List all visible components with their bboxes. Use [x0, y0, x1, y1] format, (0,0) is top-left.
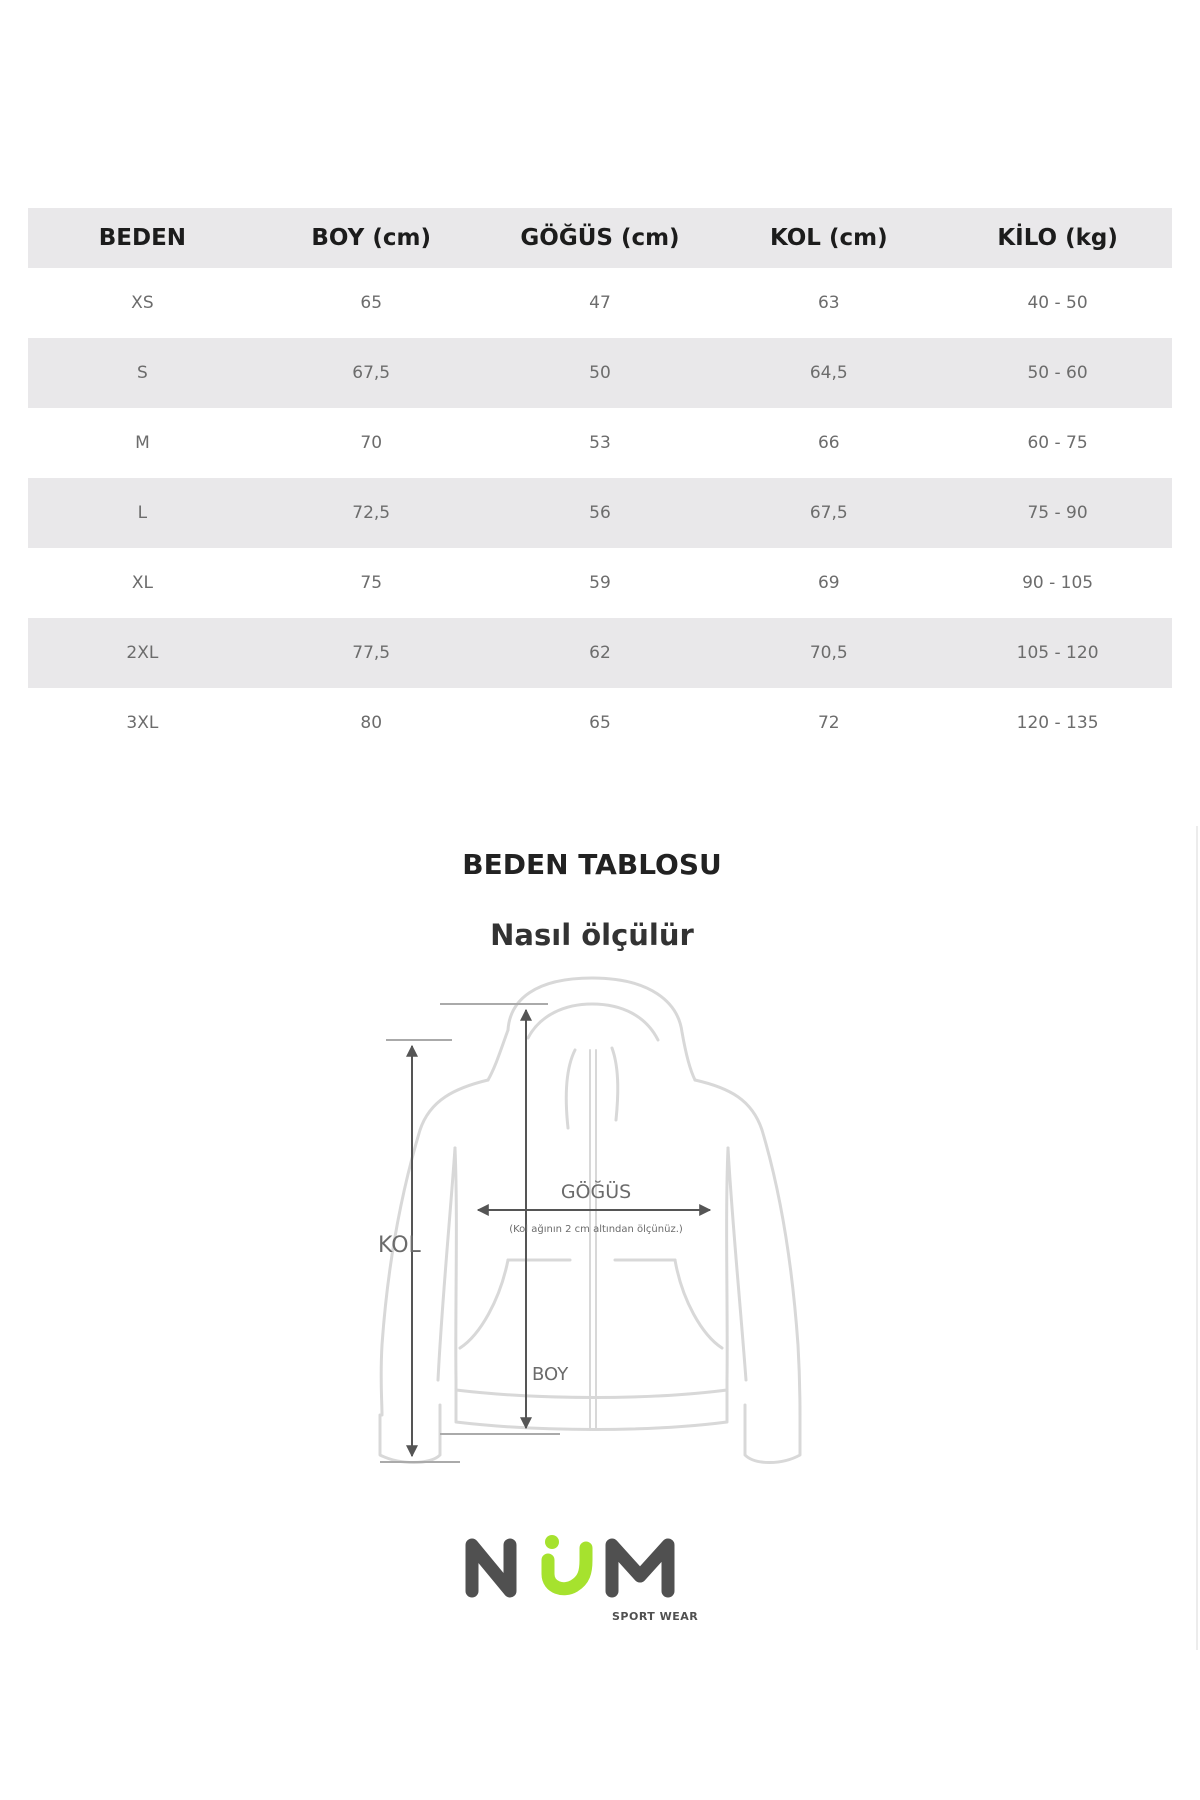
chest-note: (Kol ağının 2 cm altından ölçünüz.)	[509, 1224, 683, 1235]
table-row	[28, 618, 1172, 688]
cell-weight: 75 - 90	[1027, 503, 1088, 523]
cell-chest: 59	[589, 573, 611, 593]
cell-size: L	[137, 503, 148, 523]
header-length: BOY (cm)	[311, 225, 431, 251]
table-row	[28, 478, 1172, 548]
cell-weight: 40 - 50	[1027, 293, 1088, 313]
num-logo	[462, 1528, 722, 1628]
cell-size: M	[135, 433, 150, 453]
divider	[1196, 826, 1198, 1650]
cell-weight: 120 - 135	[1016, 713, 1099, 733]
cell-chest: 65	[589, 713, 611, 733]
cell-size: 2XL	[126, 643, 159, 663]
cell-length: 65	[360, 293, 383, 313]
cell-sleeve: 69	[817, 573, 840, 593]
logo-letter-n	[472, 1545, 510, 1591]
hoodie-outline	[380, 978, 800, 1463]
cell-size: XS	[131, 293, 154, 313]
cell-sleeve: 66	[817, 433, 840, 453]
cell-chest: 47	[589, 293, 611, 313]
cell-length: 77,5	[352, 643, 391, 663]
cell-weight: 90 - 105	[1022, 573, 1094, 593]
sleeve-label: KOL	[378, 1233, 421, 1258]
cell-length: 72,5	[352, 503, 391, 523]
cell-size: XL	[131, 573, 153, 593]
header-sleeve: KOL (cm)	[769, 225, 888, 251]
table-row	[28, 408, 1172, 478]
table-row	[28, 548, 1172, 618]
size-table	[28, 208, 1172, 758]
chest-label: GÖĞÜS	[560, 1181, 632, 1203]
cell-length: 80	[360, 713, 383, 733]
logo-letter-m	[612, 1545, 668, 1591]
cell-weight: 50 - 60	[1027, 363, 1088, 383]
cell-weight: 105 - 120	[1016, 643, 1099, 663]
cell-length: 75	[360, 573, 383, 593]
cell-chest: 56	[589, 503, 611, 523]
table-row	[28, 338, 1172, 408]
logo-letter-u	[548, 1548, 586, 1589]
table-row	[28, 688, 1172, 758]
cell-chest: 50	[589, 363, 611, 383]
cell-chest: 62	[589, 643, 611, 663]
logo-dot	[545, 1535, 559, 1549]
cell-size: S	[137, 363, 148, 383]
cell-sleeve: 70,5	[809, 643, 848, 663]
cell-sleeve: 72	[817, 713, 840, 733]
header-weight: KİLO (kg)	[997, 225, 1118, 251]
how-to-measure-subtitle: Nasıl ölçülür	[490, 918, 694, 952]
size-chart-title: BEDEN TABLOSU	[462, 848, 722, 881]
cell-sleeve: 63	[817, 293, 840, 313]
cell-sleeve: 64,5	[809, 363, 848, 383]
header-chest: GÖĞÜS (cm)	[520, 225, 680, 251]
table-row	[28, 268, 1172, 338]
logo-tagline: SPORT WEAR	[612, 1610, 699, 1623]
hoodie-measurement-diagram	[360, 960, 840, 1490]
table-header-row	[28, 208, 1172, 268]
cell-size: 3XL	[126, 713, 159, 733]
cell-length: 67,5	[352, 363, 391, 383]
header-size: BEDEN	[98, 225, 187, 251]
cell-weight: 60 - 75	[1027, 433, 1088, 453]
cell-length: 70	[360, 433, 383, 453]
cell-sleeve: 67,5	[809, 503, 848, 523]
cell-chest: 53	[589, 433, 611, 453]
length-label: BOY	[532, 1364, 569, 1385]
